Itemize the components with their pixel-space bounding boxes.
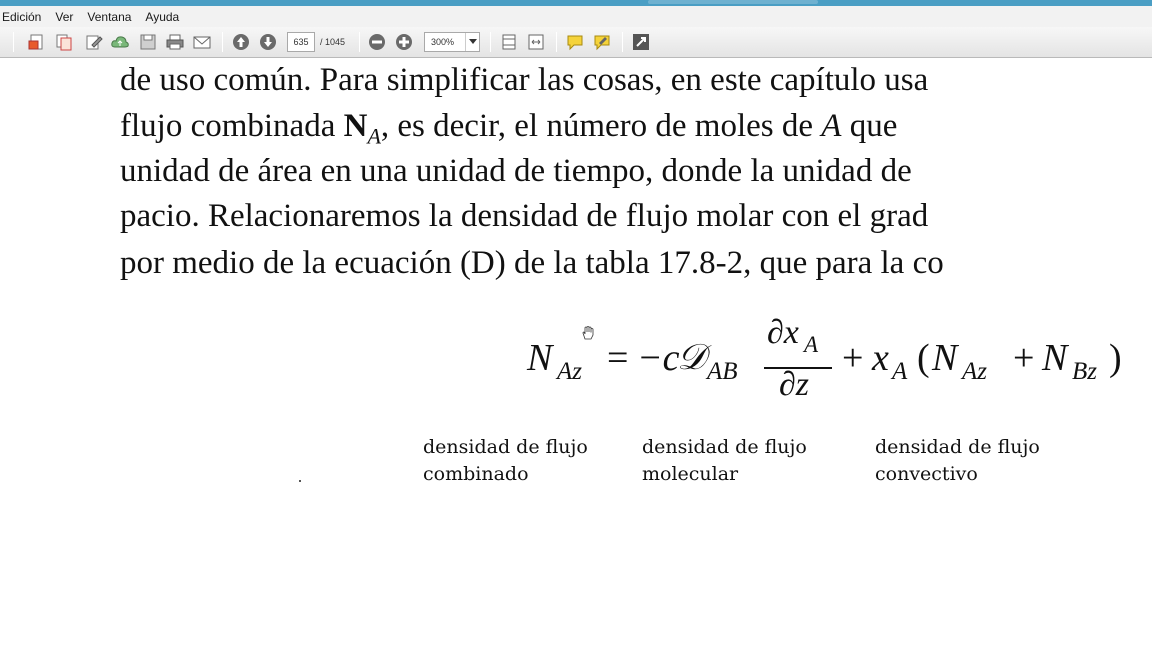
eq-numerator-sub: A <box>804 332 819 357</box>
zoom-value: 300% <box>431 37 455 47</box>
caption-line: combinado <box>423 463 529 485</box>
flux-subscript: A <box>367 123 381 149</box>
cloud-icon[interactable] <box>110 32 130 52</box>
eq-denominator: ∂z <box>779 366 810 403</box>
text-line-2 <box>120 108 897 150</box>
page-number-input[interactable]: 635 <box>287 32 315 52</box>
text-line-3: unidad de área en una unidad de tiempo, donde la unidad de <box>120 153 912 189</box>
eq-x: x <box>872 337 889 379</box>
fit-page-icon[interactable] <box>499 32 519 52</box>
comment-icon[interactable] <box>565 32 585 52</box>
species-variable: A <box>821 108 842 144</box>
text-line-1: de uso común. Para simplificar las cosas, en este capítulo usa <box>120 62 929 98</box>
caption-line: densidad de flujo <box>875 436 1040 458</box>
toolbar <box>0 27 1152 58</box>
toolbar-separator <box>359 32 360 52</box>
toolbar-separator <box>556 32 557 52</box>
text-line-2-suffix: que <box>841 108 898 144</box>
eq-x-sub: A <box>892 358 908 385</box>
zoom-out-icon[interactable] <box>367 32 387 52</box>
fit-width-icon[interactable] <box>526 32 546 52</box>
eq-open-paren: ( <box>917 337 930 379</box>
eq-n-a: N <box>932 337 958 379</box>
menu-ventana[interactable]: Ventana <box>87 9 132 24</box>
eq-numerator: ∂x <box>767 314 799 351</box>
eq-equals: = <box>607 337 629 379</box>
flux-equation <box>527 314 1152 448</box>
toolbar-separator <box>222 32 223 52</box>
toolbar-separator <box>622 32 623 52</box>
menu-bar <box>0 6 1152 27</box>
eq-n-a-sub: Az <box>962 358 987 385</box>
eq-close-paren: ) <box>1109 337 1122 379</box>
fullscreen-icon[interactable] <box>631 32 651 52</box>
zoom-select[interactable] <box>424 32 480 52</box>
create-icon[interactable] <box>27 32 47 52</box>
caption-molecular-flux <box>642 434 807 488</box>
caption-line: densidad de flujo <box>642 436 807 458</box>
save-icon[interactable] <box>138 32 158 52</box>
eq-lhs-sub: Az <box>557 358 582 385</box>
menu-ayuda[interactable]: Ayuda <box>145 9 180 24</box>
eq-n-b-sub: Bz <box>1072 358 1097 385</box>
eq-diffusivity-sub: AB <box>707 358 738 385</box>
eq-lhs: N <box>527 337 553 379</box>
text-line-5: por medio de la ecuación (D) de la tabla 17.8-2, que para la co <box>120 245 944 281</box>
eq-plus-2: + <box>1013 337 1035 379</box>
menu-ver[interactable]: Ver <box>55 9 74 24</box>
zoom-in-icon[interactable] <box>394 32 414 52</box>
highlight-icon[interactable] <box>592 32 612 52</box>
menu-edicion[interactable]: Edición <box>2 9 42 24</box>
document-view[interactable] <box>0 58 1152 648</box>
caption-line: convectivo <box>875 463 978 485</box>
eq-diffusivity: 𝒟 <box>677 337 706 377</box>
mail-icon[interactable] <box>192 32 212 52</box>
caption-line: densidad de flujo <box>423 436 588 458</box>
prev-page-icon[interactable] <box>231 32 251 52</box>
caption-convective-flux <box>875 434 1040 488</box>
combine-icon[interactable] <box>54 32 74 52</box>
caption-combined-flux <box>423 434 588 488</box>
page-speck <box>299 480 301 482</box>
chevron-down-icon[interactable] <box>465 33 479 51</box>
eq-plus: + <box>842 337 864 379</box>
eq-n-b: N <box>1042 337 1068 379</box>
page-total: / 1045 <box>320 37 346 47</box>
text-line-2-middle: , es decir, el número de moles de <box>380 108 822 144</box>
text-line-2-prefix: flujo combinada <box>120 108 344 144</box>
print-icon[interactable] <box>165 32 185 52</box>
flux-symbol: N <box>343 108 368 144</box>
text-line-4: pacio. Relacionaremos la densidad de flujo molar con el grad <box>120 198 929 234</box>
edit-icon[interactable] <box>84 32 104 52</box>
eq-minus-c: −c <box>637 337 680 379</box>
next-page-icon[interactable] <box>258 32 278 52</box>
window-title <box>648 0 818 4</box>
toolbar-separator <box>490 32 491 52</box>
caption-line: molecular <box>642 463 739 485</box>
toolbar-separator <box>13 32 14 52</box>
